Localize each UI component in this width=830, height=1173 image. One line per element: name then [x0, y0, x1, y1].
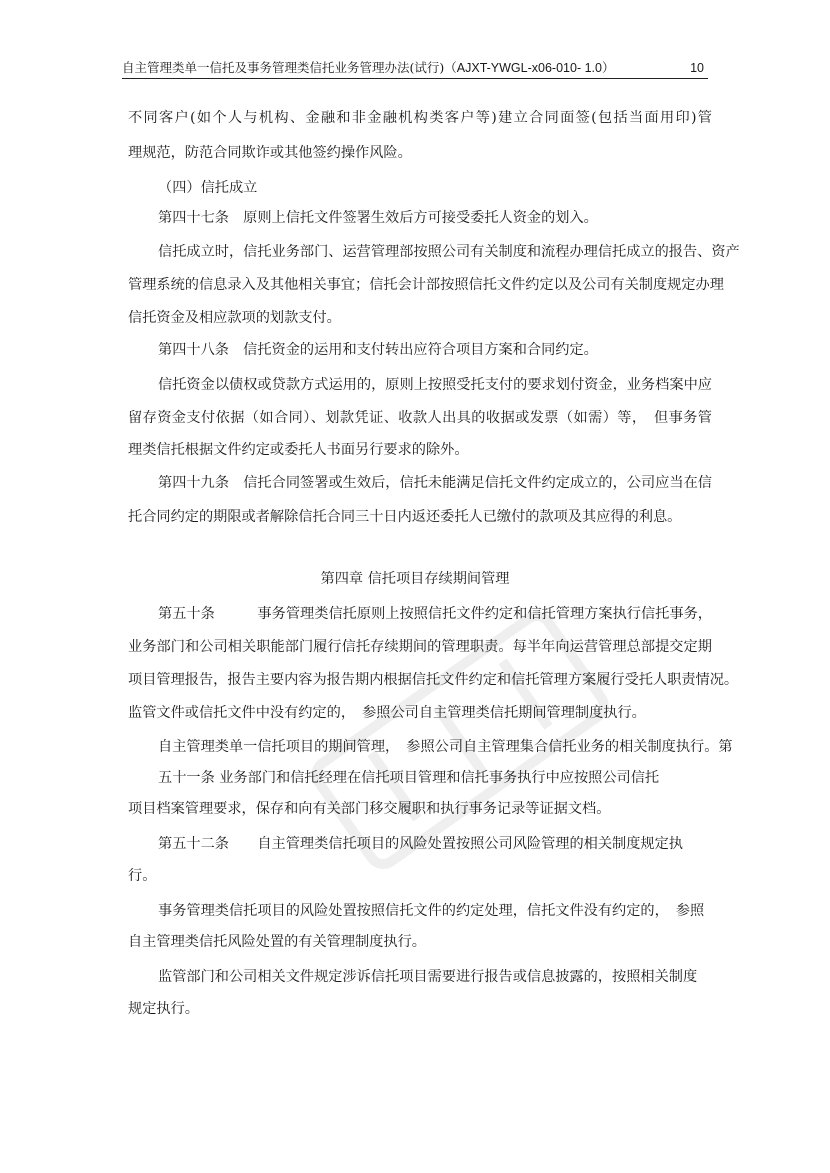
paragraph-line: 理规范，防范合同欺诈或其他签约操作风险。: [128, 145, 412, 161]
paragraph-line: 自主管理类单一信托项目的期间管理， 参照公司自主管理集合信托业务的相关制度执行。第: [158, 739, 733, 755]
paragraph-line: 管理系统的信息录入及其他相关事宜；信托会计部按照信托文件约定以及公司有关制度规定办理: [128, 277, 724, 293]
paragraph-line: 留存资金支付依据（如合同）、划款凭证、收款人出具的收据或发票（如需）等， 但事务管: [128, 410, 712, 426]
paragraph-line: 事务管理类信托项目的风险处置按照信托文件的约定处理，信托文件没有约定的， 参照: [158, 903, 705, 919]
page-number: 10: [690, 61, 704, 75]
paragraph-line: 理类信托根据文件约定或委托人书面另行要求的除外。: [128, 442, 469, 458]
article-47: 第四十七条 原则上信托文件签署生效后方可接受委托人资金的划入。: [158, 210, 598, 226]
article-50: 第五十条 事务管理类信托原则上按照信托文件约定和信托管理方案执行信托事务，: [158, 606, 712, 622]
paragraph-line: 监管文件或信托文件中没有约定的， 参照公司自主管理类信托期间管理制度执行。: [128, 705, 646, 721]
paragraph-line: 信托资金及相应款项的划款支付。: [128, 310, 341, 326]
header-title: 自主管理类单一信托及事务管理类信托业务管理办法(试行): [122, 60, 445, 75]
section-heading: （四）信托成立: [158, 180, 258, 196]
paragraph-line: 不同客户(如个人与机构、金融和非金融机构类客户等)建立合同面签(包括当面用印)管: [128, 110, 712, 126]
article-52: 第五十二条 自主管理类信托项目的风险处置按照公司风险管理的相关制度规定执: [158, 836, 683, 852]
article-49: 第四十九条 信托合同签署或生效后，信托未能满足信托文件约定成立的，公司应当在信: [158, 475, 712, 491]
article-48: 第四十八条 信托资金的运用和支付转出应符合项目方案和合同约定。: [158, 342, 598, 358]
paragraph-line: 规定执行。: [128, 1001, 199, 1017]
paragraph-line: 行。: [128, 868, 157, 884]
paragraph-line: 自主管理类信托风险处置的有关管理制度执行。: [128, 934, 426, 950]
paragraph-line: 项目档案管理要求，保存和向有关部门移交履职和执行事务记录等证据文档。: [128, 801, 611, 817]
paragraph-line: 业务部门和公司相关职能部门履行信托存续期间的管理职责。每半年向运营管理总部提交定期: [128, 639, 712, 655]
paragraph-line: 托合同约定的期限或者解除信托合同三十日内返还委托人已缴付的款项及其应得的利息。: [128, 509, 682, 525]
paragraph-line: 监管部门和公司相关文件规定涉诉信托项目需要进行报告或信息披露的，按照相关制度: [158, 969, 698, 985]
paragraph-line: 信托成立时，信托业务部门、运营管理部按照公司有关制度和流程办理信托成立的报告、资产: [158, 244, 740, 260]
header-code: （AJXT-YWGL-x06-010- 1.0）: [444, 61, 615, 75]
page-header: [122, 60, 708, 79]
paragraph-line: 项目管理报告，报告主要内容为报告期内根据信托文件约定和信托管理方案履行受托人职责情况。: [128, 672, 739, 688]
chapter-title: 第四章 信托项目存续期间管理: [320, 571, 510, 587]
paragraph-line: 信托资金以债权或贷款方式运用的，原则上按照受托支付的要求划付资金，业务档案中应: [158, 377, 712, 393]
article-51: 五十一条 业务部门和信托经理在信托项目管理和信托事务执行中应按照公司信托: [158, 770, 660, 786]
